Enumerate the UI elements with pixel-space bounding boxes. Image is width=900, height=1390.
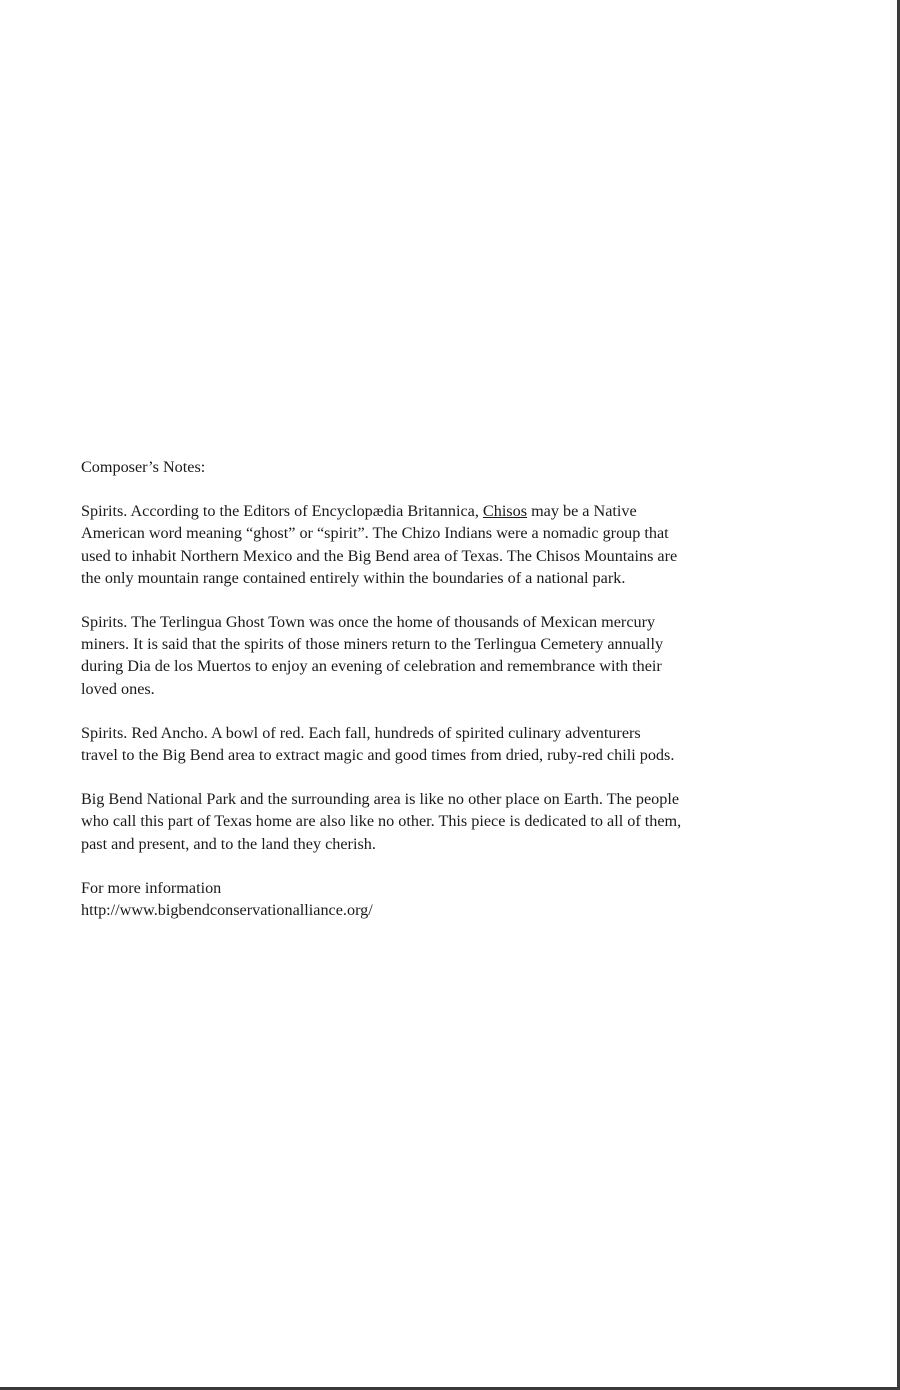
paragraph-chisos-body: may be a Native American word meaning “ghost” or “spirit”. The Chizo Indians were a nomadic group that used to inhabit Northern Mexico and the Big Bend area of Texas. The Chisos Mountains are the only mountain range contained entirely within the boundaries of a national park. bbox=[81, 502, 678, 587]
more-info-url[interactable]: http://www.bigbendconservationalliance.org/ bbox=[81, 901, 373, 920]
paragraph-dedication: Big Bend National Park and the surrounding area is like no other place on Earth. The people who call this part of Texas home are also like no other. This piece is dedicated to all of them, past and present, and to the land they cherish. bbox=[81, 790, 682, 853]
chisos-term: Chisos bbox=[482, 502, 528, 521]
paragraph-chisos-intro: Spirits. According to the Editors of Encyclopædia Britannica, bbox=[81, 502, 483, 521]
composers-notes bbox=[81, 456, 841, 943]
more-info bbox=[81, 877, 841, 921]
paragraph-terlingua: Spirits. The Terlingua Ghost Town was once the home of thousands of Mexican mercury miners. It is said that the spirits of those miners return to the Terlingua Cemetery annually during Dia de los Muertos to enjoy an evening of celebration and remembrance with their loved ones. bbox=[81, 613, 664, 698]
notes-heading: Composer’s Notes: bbox=[81, 458, 206, 476]
more-info-label: For more information bbox=[81, 878, 222, 897]
paragraph-chisos bbox=[81, 500, 841, 589]
paragraph-red-ancho: Spirits. Red Ancho. A bowl of red. Each fall, hundreds of spirited culinary adventurers travel to the Big Bend area to extract magic and good times from dried, ruby-red chili pods. bbox=[81, 723, 675, 765]
